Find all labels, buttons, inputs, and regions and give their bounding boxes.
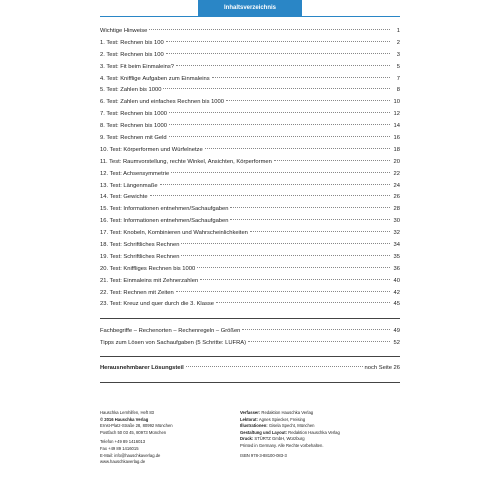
leader-dots [169, 112, 390, 113]
credit-value: ISBN 978-3-88100-083-3 [240, 452, 287, 458]
leader-dots [169, 124, 390, 125]
toc-entry-page: 34 [393, 242, 400, 249]
credit-line [240, 410, 400, 417]
toc-entry-label: 22. Test: Rechnen mit Zeiten [100, 289, 174, 296]
toc-entry-page: 28 [393, 206, 400, 213]
toc-entry-page: 52 [393, 339, 400, 346]
credit-line [240, 417, 400, 424]
toc-entry-label: Wichtige Hinweise [100, 28, 148, 34]
credit-value: Redaktion Hauschka Verlag [287, 429, 340, 435]
toc-entry-page: 30 [393, 218, 400, 225]
toc-entry-page: 49 [393, 328, 400, 334]
toc-entry-page: 16 [393, 135, 400, 142]
leader-dots [216, 302, 390, 303]
toc-entry-label: 6. Test: Zahlen und einfaches Rechnen bis 1000 [100, 99, 224, 106]
toc-entry [100, 299, 400, 311]
toc-entry [100, 50, 400, 62]
divider [100, 356, 400, 357]
toc-entry-label: 13. Test: Längenmaße [100, 182, 158, 189]
toc-entry-label: 11. Test: Raumvorstellung, rechte Winkel, Ansichten, Körperformen [100, 158, 272, 165]
leader-dots [181, 243, 390, 244]
solution-label: Herausnehmbarer Lösungsteil [100, 365, 184, 371]
divider [100, 382, 400, 383]
leader-dots [230, 219, 390, 220]
header-bar [78, 0, 422, 16]
toc-entry [100, 85, 400, 97]
toc-entry-page: 40 [393, 277, 400, 284]
credit-key: Gestaltung und Layout: [240, 429, 287, 435]
toc-entry-label: 21. Test: Einmaleins mit Zehnerzahlen [100, 277, 199, 284]
imprint-line: © 2016 Hauschka Verlag [100, 416, 149, 422]
toc-entry [100, 169, 400, 181]
toc-entry-label: 23. Test: Kreuz und quer durch die 3. Klasse [100, 301, 214, 308]
toc-entry-label: 4. Test: Kniffligе Aufgaben zum Einmaleins [100, 75, 210, 82]
toc-entry [100, 338, 400, 350]
toc-entry-label: Fachbegriffe – Rechenorten – Rechenregeln – Größen [100, 328, 241, 334]
toc-entry-label: 1. Test: Rechnen bis 100 [100, 39, 164, 46]
leader-dots [176, 291, 390, 292]
document-page [78, 0, 422, 500]
toc-entry [100, 252, 400, 264]
toc-entry-page: 26 [393, 194, 400, 201]
toc-entry-page: 45 [393, 301, 400, 308]
leader-dots [186, 366, 363, 367]
imprint-line: E-Mail: info@hauschkaverlag.de [100, 452, 161, 458]
credit-key: Lektorat: [240, 416, 258, 422]
credit-value: Gisela Specht, München [267, 423, 315, 429]
credit-key: Verfasser: [240, 410, 261, 415]
toc-entry-page: 36 [393, 265, 400, 272]
toc-entry-label: 5. Test: Zahlen bis 1000 [100, 87, 162, 94]
toc-entry-label: 17. Test: Knobeln, Kombinieren und Wahrscheinlichkeiten [100, 230, 248, 237]
toc-entry [100, 74, 400, 86]
toc-entry [100, 109, 400, 121]
toc-entry-page: 5 [396, 63, 400, 70]
leader-dots [163, 88, 390, 89]
toc-entry-page: 7 [396, 75, 400, 82]
solution-page: noch Seite 26 [364, 365, 400, 371]
toc-entry-label: 10. Test: Körperformen und Würfelnetze [100, 146, 203, 153]
toc-entry-page: 2 [396, 39, 400, 46]
toc-entry-label: 9. Test: Rechnen mit Geld [100, 135, 167, 142]
toc-entry-page: 8 [396, 87, 400, 94]
toc-entry [100, 26, 400, 38]
toc-entry-page: 14 [393, 123, 400, 130]
credit-value: Printed in Germany. Alle Rechte vorbehalten. [240, 442, 324, 448]
appendix-contents [100, 326, 400, 350]
toc-entry [100, 97, 400, 109]
leader-dots [250, 231, 390, 232]
credit-line [240, 430, 400, 437]
toc-entry-label: 14. Test: Gewichte [100, 194, 148, 201]
page-title: Inhaltsverzeichnis [198, 0, 302, 16]
leader-dots [166, 53, 390, 54]
toc-entry [100, 204, 400, 216]
toc-entry [100, 145, 400, 157]
leader-dots [226, 100, 390, 101]
credits [240, 410, 400, 459]
toc-entry-page: 12 [393, 111, 400, 118]
toc-entry-label: 8. Test: Rechnen bis 1000 [100, 123, 167, 130]
toc-entry-label: Tipps zum Lösen von Sachaufgaben (5 Schritte: LUFRA) [100, 339, 247, 346]
solution-section [100, 363, 400, 375]
leader-dots [205, 148, 390, 149]
toc-entry [100, 216, 400, 228]
credit-value: STÜRTZ GmbH, Würzburg [253, 436, 305, 442]
toc-entry-page: 24 [393, 182, 400, 189]
leader-dots [230, 207, 390, 208]
toc-entry [100, 181, 400, 193]
imprint-line: Fax +49 89 1416015 [100, 445, 139, 451]
leader-dots [200, 279, 390, 280]
toc-entry [100, 192, 400, 204]
leader-dots [176, 65, 390, 66]
imprint-line: Telefon +49 89 1416013 [100, 439, 146, 445]
toc-entry-page: 1 [396, 28, 400, 34]
toc-entry-page: 22 [393, 170, 400, 177]
credit-key: Druck: [240, 436, 254, 442]
imprint-line: Hauschka Lernhilfen, Heft 83 [100, 410, 155, 415]
credit-value: Redaktion Hauschka Verlag [260, 410, 314, 415]
toc-entry [100, 240, 400, 252]
toc-entry-label: 18. Test: Schriftliches Rechnen [100, 242, 180, 249]
toc-entry-label: 20. Test: Kniffliges Rechnen bis 1000 [100, 265, 196, 272]
toc-entry-page: 20 [393, 158, 400, 165]
toc-entry-page: 32 [393, 230, 400, 237]
toc-entry [100, 121, 400, 133]
toc-entry-label: 16. Test: Informationen entnehmen/Sachaufgaben [100, 218, 229, 225]
divider [100, 318, 400, 319]
toc-entry-page: 18 [393, 146, 400, 153]
leader-dots [181, 255, 390, 256]
leader-dots [248, 341, 390, 342]
toc-entry-label: 12. Test: Achsensymmetrie [100, 170, 170, 177]
leader-dots [171, 172, 390, 173]
toc-entry-page: 42 [393, 289, 400, 296]
toc-entry-page: 3 [396, 51, 400, 58]
credit-line [240, 423, 400, 430]
toc-entry [100, 133, 400, 145]
toc-entry [100, 157, 400, 169]
credit-line [240, 443, 400, 450]
leader-dots [274, 160, 390, 161]
imprint-line: Ernst-Platz-Straße 28, 80992 München [100, 423, 173, 429]
header-rule [100, 16, 400, 17]
leader-dots [212, 77, 390, 78]
leader-dots [197, 267, 390, 268]
toc-entry [100, 276, 400, 288]
toc-entry [100, 264, 400, 276]
imprint-line: www.hauschkaverlag.de [100, 459, 146, 465]
leader-dots [169, 136, 390, 137]
credit-line [240, 453, 400, 460]
toc-entry-label: 3. Test: Fit beim Einmaleins? [100, 63, 174, 70]
table-of-contents [100, 26, 400, 311]
toc-entry [100, 38, 400, 50]
toc-entry [100, 326, 400, 338]
toc-entry-label: 15. Test: Informationen entnehmen/Sachaufgaben [100, 206, 229, 213]
imprint-line: Postfach 50 03 45, 80973 München [100, 429, 167, 435]
publisher-info [100, 410, 230, 466]
credit-key: Illustrationen: [240, 423, 268, 429]
toc-entry-page: 35 [393, 253, 400, 260]
toc-entry [100, 228, 400, 240]
toc-entry-label: 19. Test: Schriftliches Rechnen [100, 253, 180, 260]
leader-dots [160, 184, 390, 185]
leader-dots [166, 41, 390, 42]
credit-line [240, 436, 400, 443]
toc-entry-label: 2. Test: Rechnen bis 100 [100, 51, 164, 58]
toc-entry [100, 288, 400, 300]
credit-value: Agnes Spiecker, Freising [257, 416, 306, 422]
leader-dots [150, 195, 390, 196]
toc-entry-label: 7. Test: Rechnen bis 1000 [100, 111, 167, 118]
toc-entry-page: 10 [393, 99, 400, 106]
leader-dots [149, 29, 390, 30]
leader-dots [242, 329, 390, 330]
toc-entry [100, 62, 400, 74]
